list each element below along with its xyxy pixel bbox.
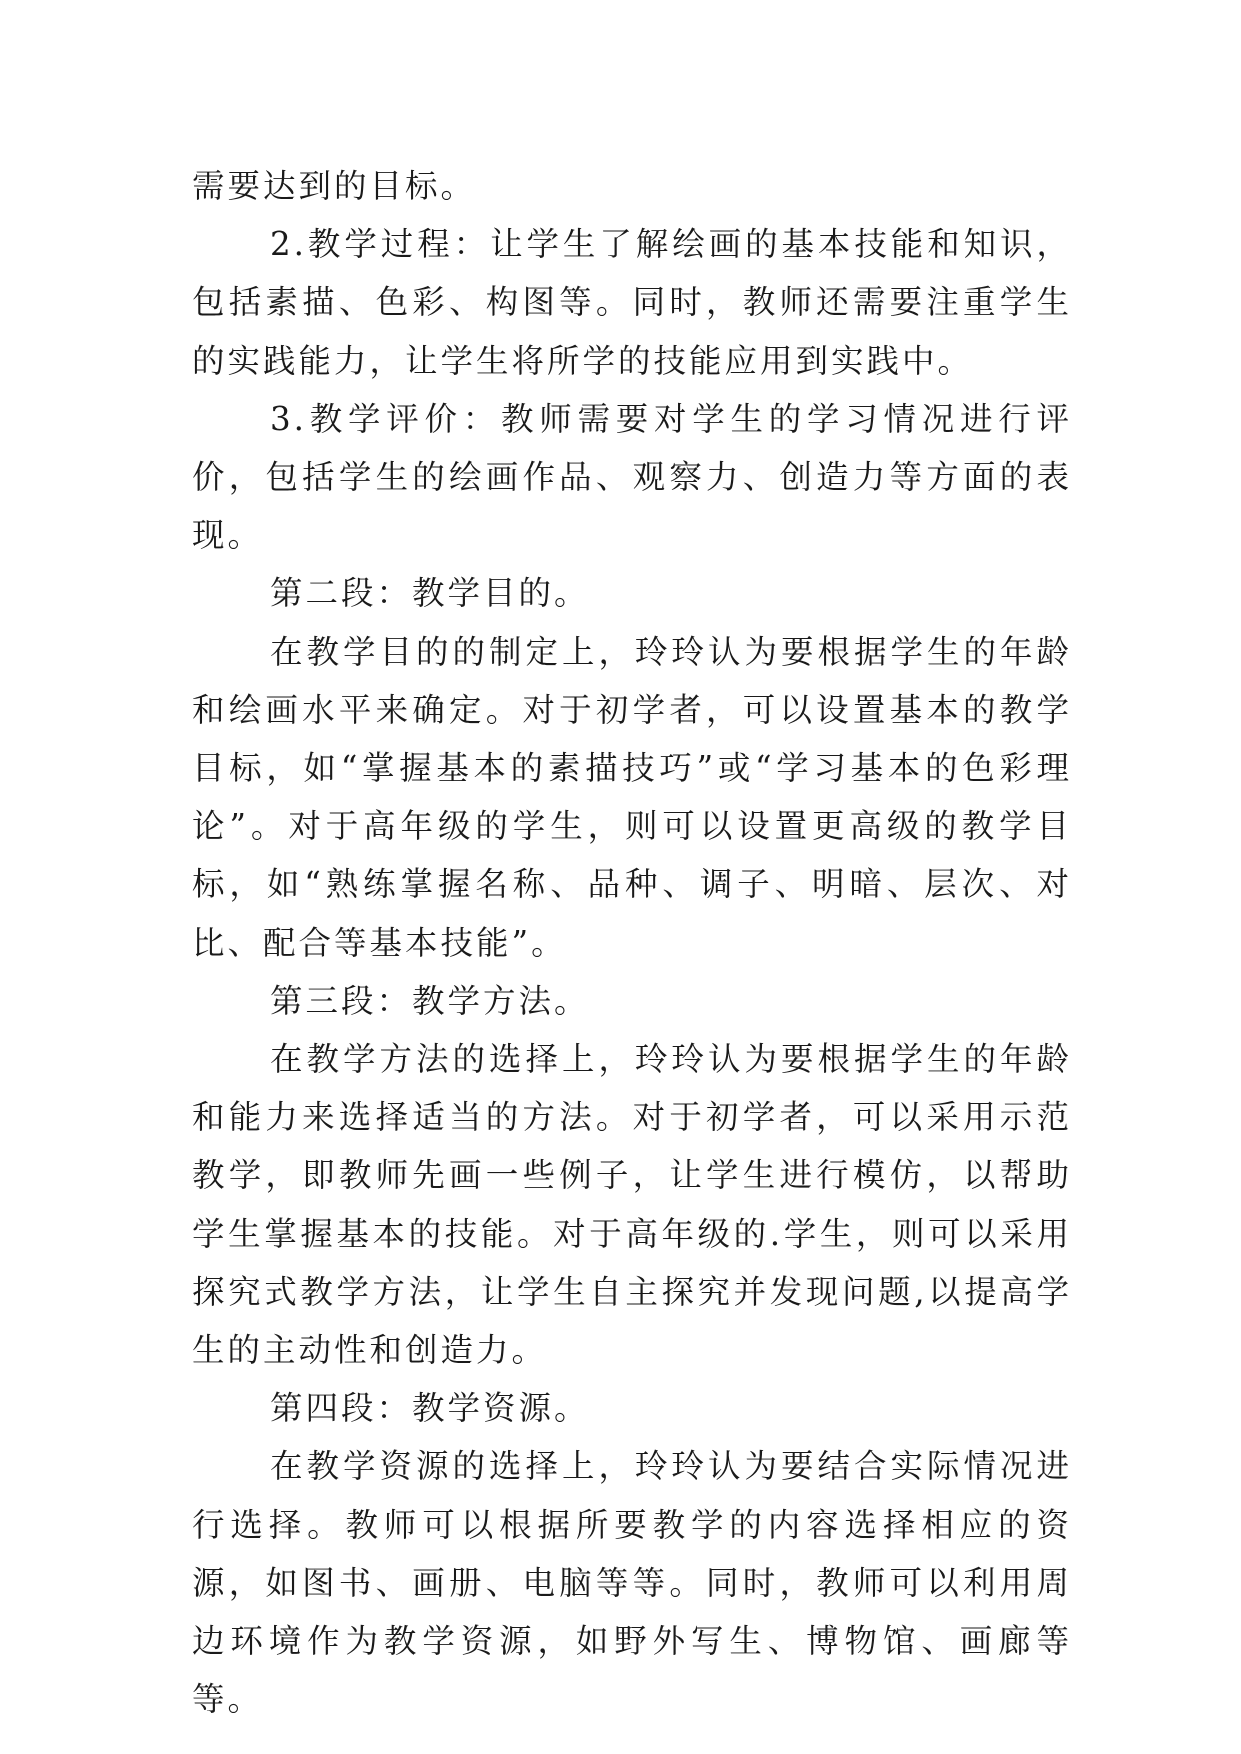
body-text (192, 157, 1072, 1728)
section-heading-2: 第二段：教学目的。 (270, 574, 590, 613)
paragraph-2: 2.教学过程：让学生了解绘画的基本技能和知识，包括素描、色彩、构图等。同时，教师还需要注重学生的实践能力，让学生将所学的技能应用到实践中。 (192, 225, 1072, 380)
section-heading-3: 第三段：教学方法。 (270, 981, 590, 1020)
paragraph-6: 在教学资源的选择上，玲玲认为要结合实际情况进行选择。教师可以根据所要教学的内容选择相应的资源，如图书、画册、电脑等等。同时，教师可以利用周边环境作为教学资源，如野外写生、博物馆、画廊等等。 (192, 1447, 1072, 1719)
paragraph-4: 在教学目的的制定上，玲玲认为要根据学生的年龄和绘画水平来确定。对于初学者，可以设置基本的教学目标，如“掌握基本的素描技巧”或“学习基本的色彩理论”。对于高年级的学生，则可以设置更高级的教学目标，如“熟练掌握名称、品种、调子、明暗、层次、对比、配合等基本技能”。 (192, 632, 1072, 962)
paragraph-1: 需要达到的目标。 (192, 167, 477, 205)
paragraph-3: 3.教学评价：教师需要对学生的学习情况进行评价，包括学生的绘画作品、观察力、创造力等方面的表现。 (192, 399, 1072, 555)
section-heading-4: 第四段：教学资源。 (270, 1389, 590, 1428)
paragraph-5: 在教学方法的选择上，玲玲认为要根据学生的年龄和能力来选择适当的方法。对于初学者，可以采用示范教学，即教师先画一些例子，让学生进行模仿，以帮助学生掌握基本的技能。对于高年级的.学生，则可以采用探究式教学方法，让学生自主探究并发现问题,以提高学生的主动性和创造力。 (192, 1040, 1072, 1370)
